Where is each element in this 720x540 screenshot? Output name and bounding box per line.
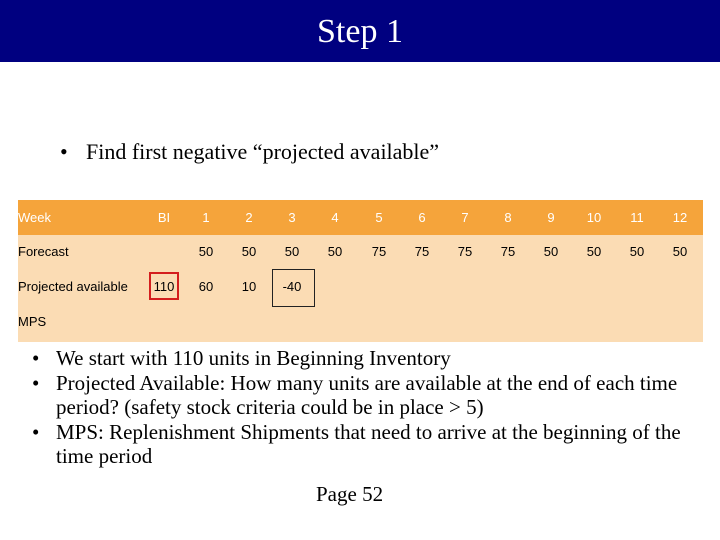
header-cell: 7	[461, 210, 469, 225]
first-negative-highlight	[272, 269, 315, 307]
table-cell: 50	[284, 244, 300, 259]
top-bullet	[60, 138, 439, 166]
header-cell: 9	[547, 210, 555, 225]
mps-table	[18, 200, 703, 342]
bullet-text: Projected Available: How many units are available at the end of each time period? (safety stock criteria could be in place > 5)	[56, 370, 678, 419]
table-cell: -40	[282, 279, 302, 294]
header-cell: 4	[331, 210, 339, 225]
bullet-dot: •	[32, 419, 40, 444]
row-label: Forecast	[18, 244, 69, 259]
header-cell: BI	[157, 210, 171, 225]
table-cell: 60	[198, 279, 214, 294]
table-cell: 50	[198, 244, 214, 259]
table-cell: 75	[371, 244, 387, 259]
bullet-text: MPS: Replenishment Shipments that need to arrive at the beginning of the time period	[56, 419, 681, 468]
table-cell: 50	[672, 244, 688, 259]
title-bar	[0, 0, 720, 62]
bullet-dot: •	[32, 370, 40, 395]
header-cell: 6	[418, 210, 426, 225]
bullet-dot: •	[32, 346, 40, 370]
slide-title: Step 1	[317, 13, 403, 50]
header-label: Week	[18, 210, 51, 225]
bullet-item	[32, 346, 702, 371]
table-cell: 110	[153, 279, 175, 294]
header-cell: 12	[672, 210, 688, 225]
bottom-bullets	[32, 346, 702, 469]
row-label: Projected available	[18, 279, 128, 294]
table-cell: 50	[543, 244, 559, 259]
table-cell: 50	[327, 244, 343, 259]
table-cell: 50	[586, 244, 602, 259]
bullet-item	[32, 420, 702, 469]
header-cell: 3	[288, 210, 296, 225]
table-cell: 75	[457, 244, 473, 259]
table-cell: 75	[500, 244, 516, 259]
header-cell: 5	[375, 210, 383, 225]
bullet-item	[32, 371, 702, 420]
bullet-text: We start with 110 units in Beginning Inventory	[56, 346, 451, 370]
table-cell: 75	[414, 244, 430, 259]
row-label: MPS	[18, 314, 47, 329]
page-number: Page 52	[316, 482, 384, 506]
header-cell: 1	[202, 210, 210, 225]
top-bullet-text: Find first negative “projected available”	[86, 139, 440, 164]
header-cell: 11	[630, 210, 644, 225]
header-cell: 10	[586, 210, 602, 225]
table-cell: 50	[241, 244, 257, 259]
beginning-inventory-highlight	[149, 272, 179, 300]
table-cell: 10	[241, 279, 257, 294]
table-cell: 50	[629, 244, 645, 259]
header-cell: 8	[504, 210, 512, 225]
bullet-dot: •	[60, 139, 68, 164]
header-cell: 2	[245, 210, 253, 225]
